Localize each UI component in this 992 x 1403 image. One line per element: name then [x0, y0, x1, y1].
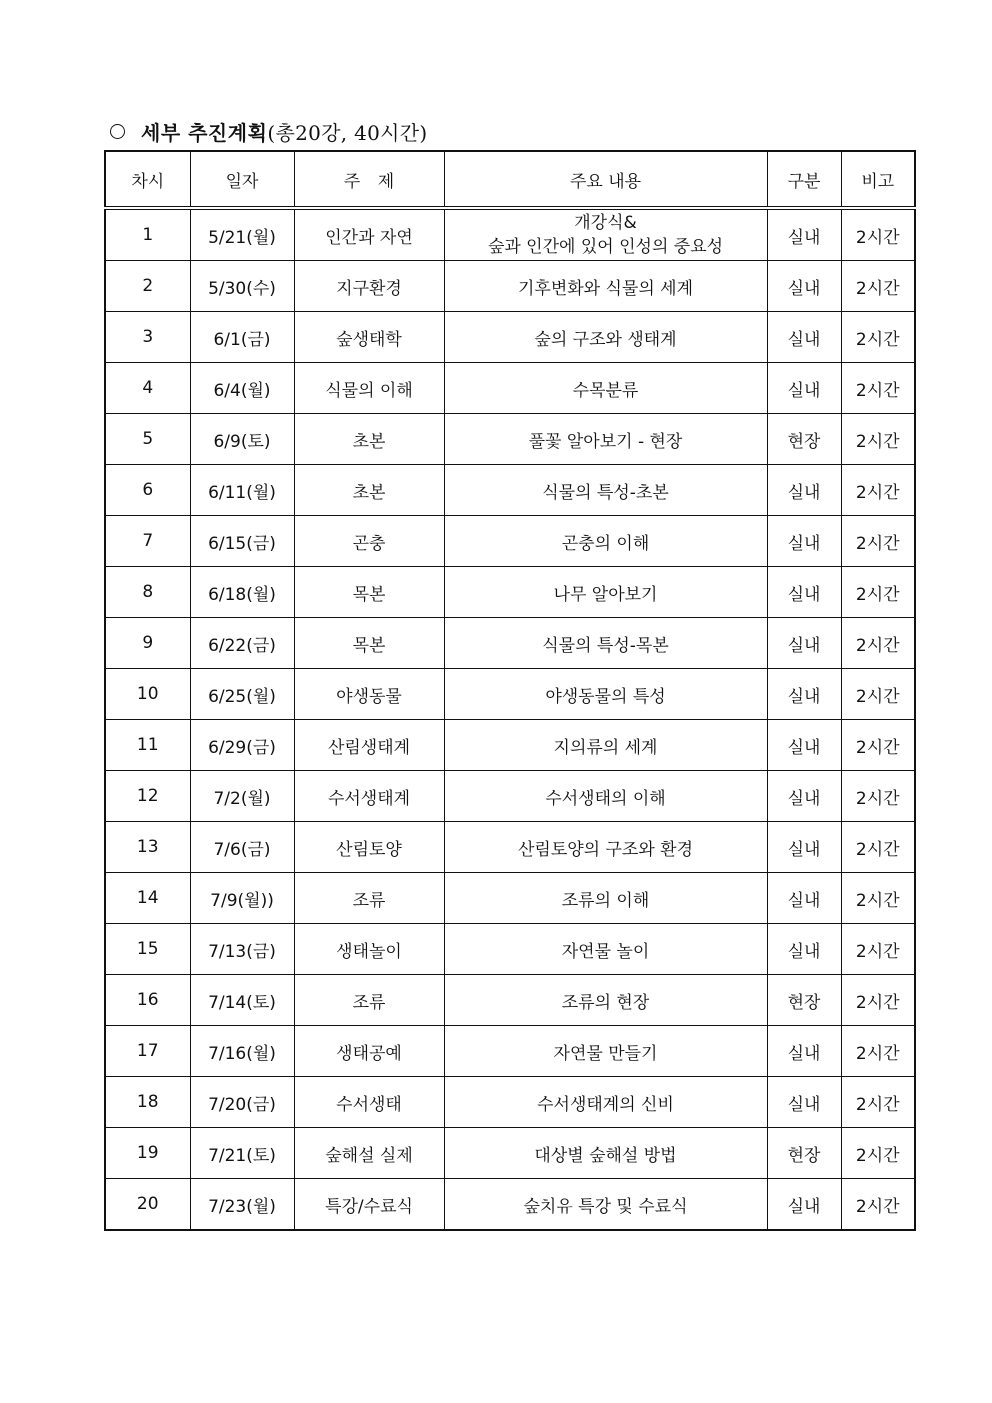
cell-type: 실내 [767, 1026, 841, 1077]
heading-subtitle: (총20강, 40시간) [267, 120, 428, 145]
cell-session: 14 [105, 873, 190, 924]
cell-content-line: 숲과 인간에 있어 인성의 중요성 [487, 237, 724, 257]
table-row [105, 873, 915, 924]
cell-session: 20 [105, 1179, 190, 1231]
cell-date: 7/13(금) [190, 924, 294, 975]
cell-date: 7/23(월) [190, 1179, 294, 1231]
cell-note: 2시간 [841, 208, 915, 261]
table-row [105, 516, 915, 567]
cell-session: 9 [105, 618, 190, 669]
cell-date: 7/2(월) [190, 771, 294, 822]
column-header-session: 차시 [105, 151, 190, 208]
cell-date: 7/16(월) [190, 1026, 294, 1077]
cell-type: 현장 [767, 1128, 841, 1179]
cell-topic: 수서생태계 [294, 771, 444, 822]
table-row [105, 414, 915, 465]
cell-date: 7/9(월)) [190, 873, 294, 924]
cell-type: 실내 [767, 720, 841, 771]
cell-type: 현장 [767, 414, 841, 465]
cell-session: 2 [105, 261, 190, 312]
cell-content: 곤충의 이해 [444, 516, 767, 567]
cell-session: 15 [105, 924, 190, 975]
cell-note: 2시간 [841, 414, 915, 465]
cell-topic: 지구환경 [294, 261, 444, 312]
cell-note: 2시간 [841, 1128, 915, 1179]
table-row [105, 822, 915, 873]
table-row [105, 208, 915, 261]
cell-session: 1 [105, 208, 190, 261]
cell-date: 6/15(금) [190, 516, 294, 567]
column-header-date: 일자 [190, 151, 294, 208]
cell-type: 실내 [767, 567, 841, 618]
column-header-note: 비고 [841, 151, 915, 208]
table-row [105, 618, 915, 669]
cell-topic: 특강/수료식 [294, 1179, 444, 1231]
cell-session: 18 [105, 1077, 190, 1128]
heading-title: 세부 추진계획 [141, 120, 268, 145]
cell-date: 6/18(월) [190, 567, 294, 618]
table-row [105, 1179, 915, 1231]
cell-content: 숲치유 특강 및 수료식 [444, 1179, 767, 1231]
cell-session: 6 [105, 465, 190, 516]
cell-date: 6/1(금) [190, 312, 294, 363]
cell-note: 2시간 [841, 975, 915, 1026]
cell-type: 실내 [767, 312, 841, 363]
cell-date: 7/14(토) [190, 975, 294, 1026]
table-header-row [105, 151, 915, 208]
cell-topic: 산림토양 [294, 822, 444, 873]
cell-content: 수목분류 [444, 363, 767, 414]
cell-type: 실내 [767, 822, 841, 873]
cell-session: 12 [105, 771, 190, 822]
table-row [105, 924, 915, 975]
cell-date: 6/25(월) [190, 669, 294, 720]
table-row [105, 465, 915, 516]
cell-type: 실내 [767, 924, 841, 975]
cell-type: 실내 [767, 208, 841, 261]
circle-bullet-icon [110, 124, 125, 139]
cell-topic: 초본 [294, 414, 444, 465]
cell-type: 실내 [767, 261, 841, 312]
cell-topic: 목본 [294, 567, 444, 618]
cell-note: 2시간 [841, 1026, 915, 1077]
cell-content: 조류의 현장 [444, 975, 767, 1026]
cell-content: 산림토양의 구조와 환경 [444, 822, 767, 873]
cell-content: 나무 알아보기 [444, 567, 767, 618]
cell-topic: 식물의 이해 [294, 363, 444, 414]
cell-content: 자연물 놀이 [444, 924, 767, 975]
cell-content: 식물의 특성-목본 [444, 618, 767, 669]
table-row [105, 363, 915, 414]
cell-date: 6/29(금) [190, 720, 294, 771]
column-header-topic: 주 제 [294, 151, 444, 208]
cell-date: 7/20(금) [190, 1077, 294, 1128]
cell-session: 10 [105, 669, 190, 720]
cell-note: 2시간 [841, 822, 915, 873]
cell-note: 2시간 [841, 363, 915, 414]
cell-session: 17 [105, 1026, 190, 1077]
table-row [105, 567, 915, 618]
cell-content: 기후변화와 식물의 세계 [444, 261, 767, 312]
cell-topic: 초본 [294, 465, 444, 516]
cell-type: 실내 [767, 465, 841, 516]
cell-type: 현장 [767, 975, 841, 1026]
cell-content [444, 208, 767, 261]
cell-content: 지의류의 세계 [444, 720, 767, 771]
cell-note: 2시간 [841, 261, 915, 312]
cell-content: 자연물 만들기 [444, 1026, 767, 1077]
cell-session: 13 [105, 822, 190, 873]
cell-topic: 조류 [294, 873, 444, 924]
cell-session: 19 [105, 1128, 190, 1179]
cell-content: 야생동물의 특성 [444, 669, 767, 720]
cell-note: 2시간 [841, 1077, 915, 1128]
table-row [105, 771, 915, 822]
section-heading [106, 112, 428, 150]
cell-note: 2시간 [841, 516, 915, 567]
cell-type: 실내 [767, 1077, 841, 1128]
cell-type: 실내 [767, 771, 841, 822]
cell-topic: 목본 [294, 618, 444, 669]
table-row [105, 312, 915, 363]
cell-date: 7/6(금) [190, 822, 294, 873]
table-row [105, 669, 915, 720]
cell-type: 실내 [767, 669, 841, 720]
cell-date: 6/22(금) [190, 618, 294, 669]
cell-date: 6/4(월) [190, 363, 294, 414]
cell-note: 2시간 [841, 771, 915, 822]
cell-session: 4 [105, 363, 190, 414]
cell-topic: 생태놀이 [294, 924, 444, 975]
table-row [105, 261, 915, 312]
cell-session: 7 [105, 516, 190, 567]
cell-content: 식물의 특성-초본 [444, 465, 767, 516]
cell-topic: 숲생태학 [294, 312, 444, 363]
cell-topic: 수서생태 [294, 1077, 444, 1128]
cell-session: 11 [105, 720, 190, 771]
cell-date: 5/21(월) [190, 208, 294, 261]
table-row [105, 975, 915, 1026]
cell-topic: 생태공예 [294, 1026, 444, 1077]
cell-content: 수서생태계의 신비 [444, 1077, 767, 1128]
cell-topic: 숲해설 실제 [294, 1128, 444, 1179]
cell-note: 2시간 [841, 465, 915, 516]
cell-content: 숲의 구조와 생태계 [444, 312, 767, 363]
cell-content: 풀꽃 알아보기 - 현장 [444, 414, 767, 465]
cell-content: 대상별 숲해설 방법 [444, 1128, 767, 1179]
cell-content: 조류의 이해 [444, 873, 767, 924]
cell-session: 16 [105, 975, 190, 1026]
schedule-table [104, 150, 916, 1231]
table-row [105, 1128, 915, 1179]
cell-type: 실내 [767, 618, 841, 669]
cell-type: 실내 [767, 516, 841, 567]
cell-topic: 인간과 자연 [294, 208, 444, 261]
cell-topic: 곤충 [294, 516, 444, 567]
cell-note: 2시간 [841, 618, 915, 669]
cell-session: 5 [105, 414, 190, 465]
cell-content-line: 개강식& [574, 213, 637, 233]
column-header-type: 구분 [767, 151, 841, 208]
table-row [105, 1077, 915, 1128]
cell-session: 3 [105, 312, 190, 363]
cell-type: 실내 [767, 1179, 841, 1231]
cell-session: 8 [105, 567, 190, 618]
cell-topic: 조류 [294, 975, 444, 1026]
cell-note: 2시간 [841, 669, 915, 720]
cell-type: 실내 [767, 873, 841, 924]
cell-date: 6/11(월) [190, 465, 294, 516]
table-row [105, 1026, 915, 1077]
cell-topic: 산림생태계 [294, 720, 444, 771]
cell-note: 2시간 [841, 924, 915, 975]
cell-date: 6/9(토) [190, 414, 294, 465]
cell-note: 2시간 [841, 567, 915, 618]
cell-note: 2시간 [841, 1179, 915, 1231]
cell-note: 2시간 [841, 873, 915, 924]
cell-date: 7/21(토) [190, 1128, 294, 1179]
cell-topic: 야생동물 [294, 669, 444, 720]
column-header-content: 주요 내용 [444, 151, 767, 208]
cell-date: 5/30(수) [190, 261, 294, 312]
table-row [105, 720, 915, 771]
cell-note: 2시간 [841, 312, 915, 363]
cell-note: 2시간 [841, 720, 915, 771]
cell-content: 수서생태의 이해 [444, 771, 767, 822]
cell-type: 실내 [767, 363, 841, 414]
